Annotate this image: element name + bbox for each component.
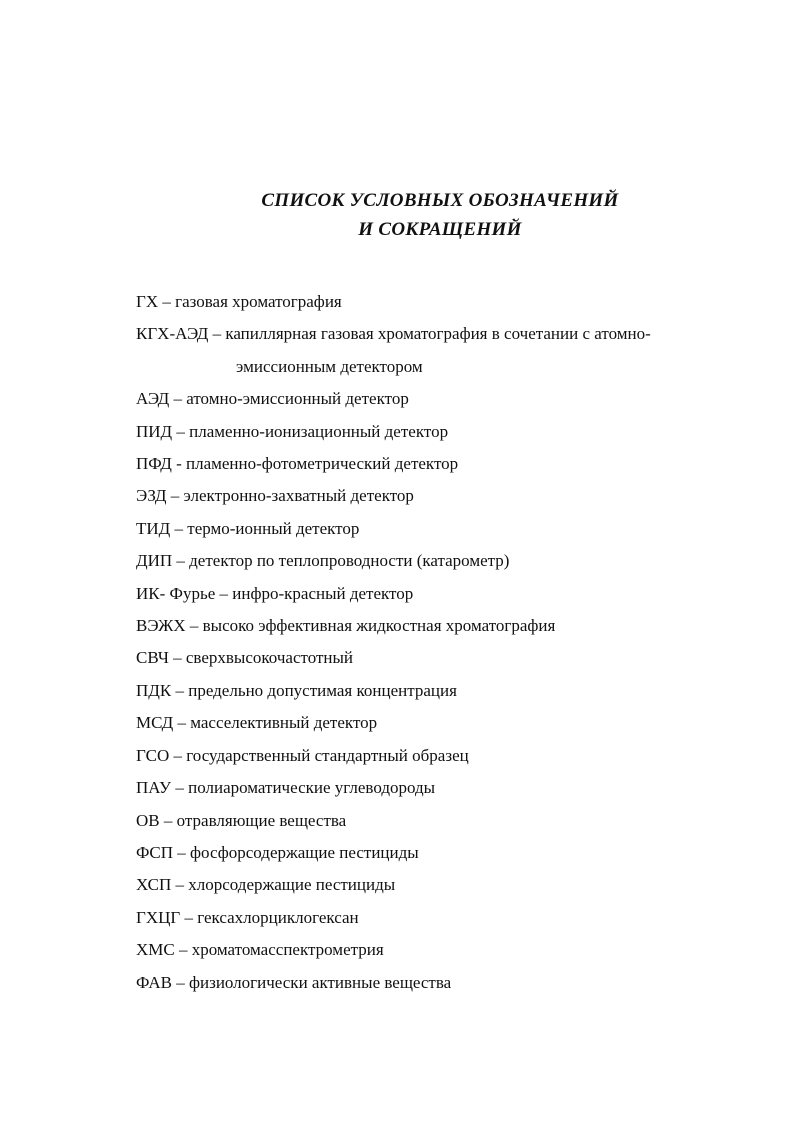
abbreviation-term: АЭД xyxy=(136,389,170,409)
abbreviation-term: МСД xyxy=(136,713,174,733)
abbreviation-definition: сверхвысокочастотный xyxy=(185,648,354,668)
abbreviation-definition: высоко эффективная жидкостная хроматография xyxy=(202,616,556,636)
abbreviation-definition: электронно-захватный детектор xyxy=(183,486,414,506)
abbreviation-entry xyxy=(136,610,756,642)
abbreviation-term: ЭЗД xyxy=(136,486,167,506)
abbreviation-entry xyxy=(136,383,756,415)
abbreviation-definition: гексахлорциклогексан xyxy=(197,907,359,927)
abbreviation-term: ПФД xyxy=(136,454,172,474)
abbreviation-entry xyxy=(136,286,756,318)
abbreviation-term: ТИД xyxy=(136,518,171,538)
abbreviation-separator: – xyxy=(169,389,187,409)
abbreviation-term: ФСП xyxy=(136,842,174,862)
abbreviation-term: ГСО xyxy=(136,745,170,765)
abbreviation-term: ГХЦГ xyxy=(136,907,181,927)
abbreviation-entry xyxy=(136,772,756,804)
abbreviation-definition: масселективный детектор xyxy=(190,713,378,733)
abbreviation-term: ПАУ xyxy=(136,778,172,798)
abbreviation-separator: – xyxy=(166,486,184,506)
abbreviation-separator: – xyxy=(173,842,191,862)
abbreviation-entry xyxy=(136,902,756,934)
abbreviation-separator: – xyxy=(171,680,189,700)
abbreviation-separator: – xyxy=(180,907,198,927)
abbreviation-entry xyxy=(136,805,756,837)
title-line-1: СПИСОК УСЛОВНЫХ ОБОЗНАЧЕНИЙ xyxy=(261,190,619,211)
abbreviation-term: ХМС xyxy=(136,940,175,960)
abbreviation-definition: полиароматические углеводороды xyxy=(188,778,436,798)
abbreviation-definition: хроматомасспектрометрия xyxy=(191,940,384,960)
abbreviation-entry xyxy=(136,869,756,901)
abbreviation-separator: – xyxy=(215,583,233,603)
abbreviation-entry xyxy=(136,318,756,350)
abbreviation-separator: – xyxy=(171,972,189,992)
title-line-2: И СОКРАЩЕНИЙ xyxy=(358,219,522,240)
abbreviation-entry xyxy=(136,480,756,512)
abbreviation-separator: – xyxy=(158,292,176,311)
abbreviation-term: ДИП xyxy=(136,551,173,571)
abbreviation-entry xyxy=(136,675,756,707)
abbreviation-separator: – xyxy=(171,778,189,798)
abbreviation-entry xyxy=(136,934,756,966)
abbreviation-definition: государственный стандартный образец xyxy=(186,745,469,765)
abbreviation-entry xyxy=(136,837,756,869)
abbreviation-term: ПДК xyxy=(136,680,172,700)
abbreviation-separator: – xyxy=(185,616,203,636)
abbreviation-separator: – xyxy=(172,551,190,571)
abbreviation-separator: – xyxy=(159,810,177,830)
abbreviation-separator: - xyxy=(171,454,186,474)
abbreviation-separator: – xyxy=(208,324,226,344)
abbreviation-separator: – xyxy=(171,875,189,895)
abbreviation-separator: – xyxy=(168,648,186,668)
abbreviation-term: ОВ xyxy=(136,810,160,830)
abbreviation-term: ПИД xyxy=(136,421,173,441)
abbreviation-definition: отравляющие вещества xyxy=(176,810,347,830)
abbreviation-definition: капиллярная газовая хроматография в сочетании с атомно- xyxy=(225,324,651,344)
abbreviation-term: ВЭЖХ xyxy=(136,616,186,636)
abbreviation-list xyxy=(136,286,756,999)
page-title xyxy=(0,186,793,244)
abbreviation-separator: – xyxy=(170,518,188,538)
abbreviation-definition: термо-ионный детектор xyxy=(187,518,360,538)
abbreviation-definition: детектор по теплопроводности (катарометр) xyxy=(189,551,510,571)
abbreviation-entry xyxy=(136,740,756,772)
abbreviation-entry xyxy=(136,448,756,480)
abbreviation-entry xyxy=(136,707,756,739)
abbreviation-entry xyxy=(136,642,756,674)
abbreviation-term: ИК- Фурье xyxy=(136,583,216,603)
abbreviation-definition: физиологически активные вещества xyxy=(188,972,452,992)
abbreviation-separator: – xyxy=(172,421,190,441)
abbreviation-term: КГХ-АЭД xyxy=(136,324,209,344)
abbreviation-definition: пламенно-ионизационный детектор xyxy=(189,421,449,441)
abbreviation-term: ХСП xyxy=(136,875,172,895)
abbreviation-definition-continuation: эмиссионным детектором xyxy=(236,356,423,376)
abbreviation-definition: фосфорсодержащие пестициды xyxy=(190,842,419,862)
abbreviation-definition: пламенно-фотометрический детектор xyxy=(185,454,459,474)
abbreviation-entry xyxy=(136,545,756,577)
abbreviation-entry xyxy=(136,967,756,999)
abbreviation-definition: атомно-эмиссионный детектор xyxy=(186,389,409,409)
abbreviation-definition: газовая хроматография xyxy=(175,292,342,311)
abbreviation-term: ФАВ xyxy=(136,972,172,992)
abbreviation-definition: инфро-красный детектор xyxy=(232,583,414,603)
abbreviation-entry xyxy=(136,513,756,545)
abbreviation-definition: предельно допустимая концентрация xyxy=(188,680,457,700)
abbreviation-entry xyxy=(136,416,756,448)
abbreviation-separator: – xyxy=(169,745,187,765)
abbreviation-entry xyxy=(136,578,756,610)
abbreviation-term: СВЧ xyxy=(136,648,169,668)
abbreviation-definition: хлорсодержащие пестициды xyxy=(188,875,396,895)
abbreviation-term: ГХ xyxy=(136,292,159,311)
abbreviation-separator: – xyxy=(173,713,191,733)
abbreviation-separator: – xyxy=(174,940,192,960)
